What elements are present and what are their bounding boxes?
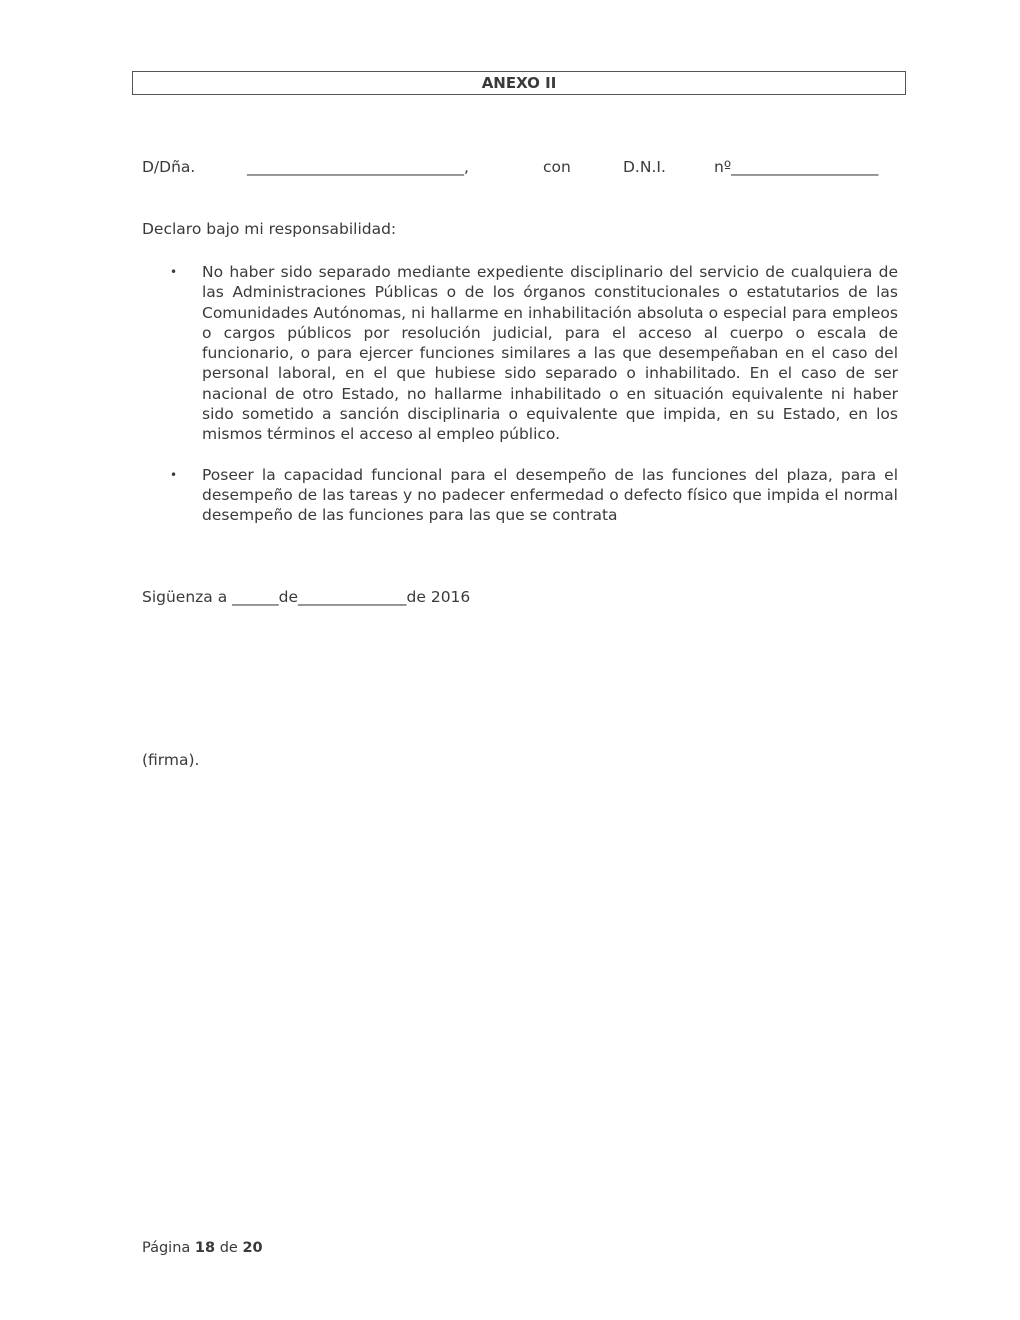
- declaration-list: [142, 262, 898, 546]
- list-item-text: No haber sido separado mediante expediente disciplinario del servicio de cualquiera de las Administraciones Públicas o de los órganos constitucionales o estatutarios de las Comunidades Autónomas, ni hallarme en inhabilitación absoluta o especial para empleos o cargos públicos por resolución judicial, para el acceso al cuerpo o escala de funcionario, o para ejercer funciones similares a las que desempeñaban en el caso del personal laboral, en el que hubiese sido separado o inhabilitado. En el caso de ser nacional de otro Estado, no hallarme inhabilitado o en situación equivalente ni haber sido sometido a sanción disciplinaria o equivalente que impida, en su Estado, en los mismos términos el acceso al empleo público.: [202, 263, 898, 444]
- declaration-intro: Declaro bajo mi responsabilidad:: [142, 220, 397, 238]
- document-title: ANEXO II: [132, 71, 906, 95]
- bullet: •: [170, 265, 178, 279]
- bullet: •: [170, 467, 178, 482]
- list-item-text: Poseer la capacidad funcional para el desempeño de las funciones del plaza, para el desempeño de las tareas y no padecer enfermedad o defecto físico que impida el normal desempeño de las funciones para las que se contrata: [202, 465, 898, 525]
- list-item: [142, 465, 898, 526]
- con-word: con: [543, 158, 571, 176]
- dni-label: D.N.I.: [623, 158, 666, 176]
- list-item: [142, 262, 898, 445]
- name-blank: ____________________________,: [247, 158, 469, 176]
- page-footer: [142, 1240, 263, 1256]
- identity-form-row: [142, 158, 898, 180]
- total-pages: 20: [242, 1240, 263, 1256]
- name-label: D/Dña.: [142, 158, 196, 176]
- place-date-line: Sigüenza a ______de______________de 2016: [142, 588, 471, 606]
- page-word: Página: [142, 1240, 191, 1256]
- of-word: de: [219, 1240, 238, 1256]
- dni-number-blank: nº___________________: [714, 158, 879, 176]
- page-number: 18: [194, 1240, 216, 1256]
- signature-label: (firma).: [142, 751, 200, 769]
